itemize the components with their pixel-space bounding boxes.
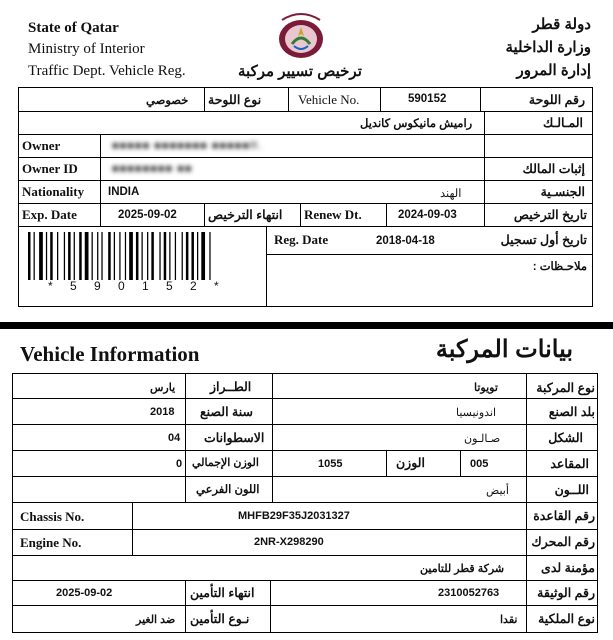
owner-name-ar: راميش مانيكوس كانديل xyxy=(360,118,473,130)
ministry-ar: وزارة الداخلية xyxy=(505,39,591,56)
row-divider xyxy=(12,424,598,425)
col-divider xyxy=(266,226,267,307)
barcode-bar xyxy=(64,232,65,280)
barcode-bar xyxy=(85,232,89,280)
col-divider xyxy=(132,502,133,555)
engine-label: Engine No. xyxy=(20,535,82,550)
barcode-bar xyxy=(97,232,98,280)
owner-id-redacted: ■■■■■■■■ ■■ xyxy=(112,163,193,175)
shape-label-ar: الشكل xyxy=(548,431,583,445)
col-divider xyxy=(386,203,387,226)
insurer-value: شركة قطر للتامين xyxy=(420,563,505,575)
row-divider xyxy=(18,134,593,135)
chassis-value: MHFB29F35J2031327 xyxy=(238,510,350,522)
engine-value: 2NR-X298290 xyxy=(254,536,324,548)
barcode-bar xyxy=(50,232,53,280)
barcode-bar xyxy=(209,232,210,280)
barcode-bar xyxy=(74,232,75,280)
card-separator xyxy=(0,322,613,329)
barcode-bar xyxy=(142,232,143,280)
seats-value: 005 xyxy=(470,458,489,470)
barcode-bar xyxy=(191,232,194,280)
col-divider xyxy=(204,87,205,111)
col-divider xyxy=(380,87,381,111)
row-divider xyxy=(18,180,593,181)
col-divider xyxy=(100,134,101,226)
row-divider xyxy=(12,502,598,503)
cylinders-label-ar: الاسطوانات xyxy=(204,431,265,445)
renew-date-value: 2024-09-03 xyxy=(398,209,457,221)
owner-id-label-ar: إثبات المالك xyxy=(522,162,585,176)
col-divider xyxy=(480,87,481,111)
row-divider xyxy=(12,580,598,581)
model-label-ar: الطــراز xyxy=(210,380,252,394)
color-value: أبيض xyxy=(486,485,509,497)
nationality-value: INDIA xyxy=(108,186,140,198)
barcode-bar xyxy=(46,232,47,280)
seats-label-ar: المقاعد xyxy=(550,457,589,471)
renew-label: Renew Dt. xyxy=(304,207,362,222)
engine-label-ar: رقم المحرك xyxy=(531,535,595,549)
nationality-label-ar: الجنسـية xyxy=(540,185,585,199)
barcode-bar xyxy=(182,232,183,280)
col-divider xyxy=(288,87,289,111)
barcode-bar xyxy=(28,232,31,280)
col-divider xyxy=(386,450,387,476)
weight-label-ar: الوزن xyxy=(396,456,425,470)
vehicle-no-value: 590152 xyxy=(408,93,447,105)
year-value: 2018 xyxy=(150,406,175,418)
col-divider xyxy=(526,373,527,633)
model-value: يارس xyxy=(150,382,176,394)
chassis-label-ar: رقم القاعدة xyxy=(533,509,595,523)
color-label-ar: اللــون xyxy=(554,483,589,497)
ins-type-value: ضد الغير xyxy=(136,614,176,626)
doc-title-ar: ترخيص تسيير مركبة xyxy=(238,63,362,80)
sub-color-label-ar: اللون الفرعي xyxy=(196,484,260,496)
gross-weight-value: 0 xyxy=(176,458,183,470)
col-divider xyxy=(272,373,273,502)
state-en: State of Qatar xyxy=(28,20,119,36)
make-label-ar: نوع المركبة xyxy=(536,381,595,395)
dept-ar: إدارة المرور xyxy=(516,62,591,79)
row-divider xyxy=(18,111,593,112)
reg-date-label-ar: تاريخ أول تسجيل xyxy=(500,233,587,247)
barcode-bar xyxy=(186,232,189,280)
exp-date-value: 2025-09-02 xyxy=(118,209,177,221)
owner-label: Owner xyxy=(22,138,61,153)
barcode-bar xyxy=(108,232,111,280)
row-divider xyxy=(18,203,593,204)
nationality-label: Nationality xyxy=(22,184,85,199)
ins-type-label-ar: نـوع التأمين xyxy=(190,612,250,626)
vehicle-info-title-ar: بيانات المركبة xyxy=(435,336,573,363)
barcode-bar xyxy=(34,232,35,280)
row-divider xyxy=(12,529,598,530)
owner-id-label: Owner ID xyxy=(22,161,78,176)
shape-value: صـالـون xyxy=(464,433,501,445)
year-label-ar: سنة الصنع xyxy=(200,405,253,419)
barcode-text: * 5 9 0 1 5 2 * xyxy=(48,279,226,293)
row-divider xyxy=(266,254,593,255)
row-divider xyxy=(12,605,598,606)
barcode xyxy=(28,232,258,280)
barcode-bar xyxy=(39,232,43,280)
renew-label-ar: تاريخ الترخيص xyxy=(513,208,587,222)
insurer-label-ar: مؤمنة لدى xyxy=(541,561,595,575)
reg-date-value: 2018-04-18 xyxy=(376,235,435,247)
row-divider xyxy=(12,398,598,399)
ministry-en: Ministry of Interior xyxy=(28,41,145,57)
row-divider xyxy=(12,476,598,477)
barcode-bar xyxy=(57,232,58,280)
barcode-bar xyxy=(164,232,167,280)
barcode-bar xyxy=(79,232,82,280)
barcode-bar xyxy=(101,232,102,280)
col-divider xyxy=(270,580,271,633)
gross-weight-label-ar: الوزن الإجمالي xyxy=(192,457,259,469)
weight-value: 1055 xyxy=(318,458,343,470)
plate-type-value: خصوصي xyxy=(146,95,189,107)
nationality-ar: الهند xyxy=(440,188,462,200)
barcode-bar xyxy=(147,232,148,280)
make-value: تويوتا xyxy=(474,382,498,394)
policy-value: 2310052763 xyxy=(438,587,500,599)
barcode-bar xyxy=(169,232,170,280)
barcode-bar xyxy=(68,232,71,280)
dept-en: Traffic Dept. Vehicle Reg. xyxy=(28,63,186,79)
barcode-bar xyxy=(136,232,139,280)
cylinders-value: 04 xyxy=(168,432,181,444)
remarks-label-ar: ملاحـظات : xyxy=(532,261,587,273)
ownership-value: نقدا xyxy=(500,614,518,626)
exp-date-label-ar: انتهاء الترخيص xyxy=(208,208,283,222)
row-divider xyxy=(12,450,598,451)
state-ar: دولة قطر xyxy=(532,16,591,33)
ins-exp-label-ar: انتهاء التأمين xyxy=(190,586,255,600)
barcode-bar xyxy=(92,232,93,280)
barcode-bar xyxy=(159,232,160,280)
qatar-emblem-icon xyxy=(272,10,330,60)
chassis-label: Chassis No. xyxy=(20,509,85,524)
col-divider xyxy=(185,580,186,633)
country-label-ar: بلد الصنع xyxy=(548,405,595,419)
row-divider xyxy=(12,555,598,556)
plate-no-label-ar: رقم اللوحة xyxy=(528,93,585,107)
col-divider xyxy=(460,450,461,476)
ins-exp-value: 2025-09-02 xyxy=(56,587,113,599)
ownership-label-ar: نوع الملكية xyxy=(538,612,595,626)
owner-label-ar: المـالـك xyxy=(543,116,583,130)
owner-name-redacted: ■■■■■ ■■■■■■■ ■■■■■R. xyxy=(112,140,264,152)
vehicle-info-title-en: Vehicle Information xyxy=(20,342,200,366)
barcode-bar xyxy=(114,232,115,280)
plate-type-label-ar: نوع اللوحة xyxy=(208,93,262,107)
vehicle-no-label: Vehicle No. xyxy=(298,92,360,107)
barcode-bar xyxy=(175,232,176,280)
barcode-bar xyxy=(197,232,198,280)
country-value: اندونيسيا xyxy=(456,407,497,419)
col-divider xyxy=(185,373,186,502)
barcode-bar xyxy=(151,232,154,280)
policy-label-ar: رقم الوثيقة xyxy=(537,586,595,600)
col-divider xyxy=(484,111,485,226)
barcode-bar xyxy=(201,232,205,280)
row-divider xyxy=(18,226,593,227)
barcode-bar xyxy=(125,232,126,280)
barcode-bar xyxy=(119,232,120,280)
reg-date-label: Reg. Date xyxy=(274,232,329,247)
col-divider xyxy=(300,203,301,226)
barcode-bar xyxy=(129,232,133,280)
exp-date-label: Exp. Date xyxy=(22,207,77,222)
col-divider xyxy=(204,203,205,226)
row-divider xyxy=(18,157,593,158)
